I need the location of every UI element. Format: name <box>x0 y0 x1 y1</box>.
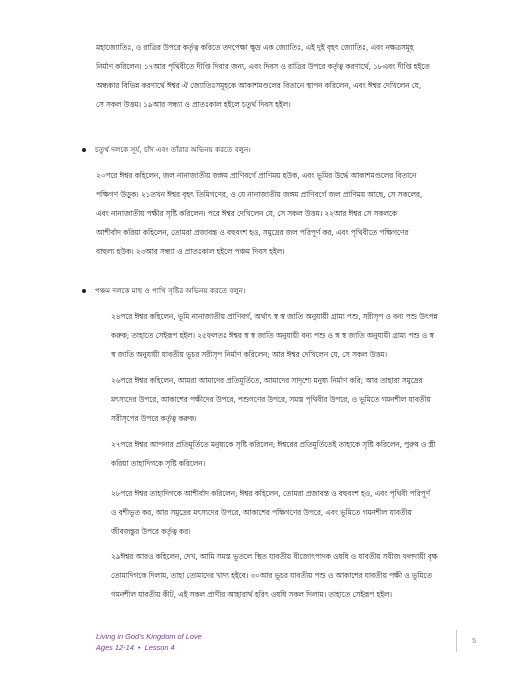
text-line: স্ব জাতি অনুযায়ী যাবতীয় ভূচর সরীসৃপ নির্মাণ করিলেন; আর ঈশ্বর দেখিলেন যে, সে সকল উত্তম। <box>111 350 387 359</box>
bullet-text: চতুর্থ দলকে সূর্য, চাঁদ এবং তাঁরার অভিনয় করতে বলুন। <box>95 145 251 154</box>
text-line: গমনশীল যাবতীয় কীট, এই সকল প্রাণীর আহারার্থ হরিৎ ওষধি সকল দিলাম। তাহাতে সেইরূপ হইল। <box>111 590 392 599</box>
paragraph-verse-27 <box>111 435 461 473</box>
text-line: ২৭পরে ঈশ্বর আপনার প্রতিমূর্তিতে মনুষ্যকে সৃষ্টি করিলেন; ঈশ্বরের প্রতিমূর্তিতেই তাহাকে সৃষ্টি করিলেন, পুরুষ ও স্ত্রী <box>111 440 436 449</box>
text-line: ২০পরে ঈশ্বর কহিলেন, জল নানাজাতীয় জঙ্গম প্রাণিবর্গে প্রাণিময় হউক, এবং ভূমির উর্দ্ধে আকাশমণ্ডলের বিতানে <box>96 171 417 180</box>
text-line: ও বশীভূত কর, আর সমুদ্রের মৎস্যদের উপরে, আকাশের পক্ষিগণের উপরে, এবং ভূমিতে গমনশীল যাবতীয় <box>111 508 412 517</box>
footer-divider <box>456 630 457 652</box>
footer-subtitle: Ages 12-14 • Lesson 4 <box>96 643 175 652</box>
text-line: ২৯ঈশ্বর আরও কহিলেন, দেখ, আমি সমস্ত ভূতলে স্থিত যাবতীয় বীজোৎপাদক ওষধি ও যাবতীয় সবীজ ফলদায়ী বৃক্ষ <box>111 552 438 561</box>
bullet-item-group-five <box>82 285 246 297</box>
paragraph-verse-28 <box>111 484 461 541</box>
text-line: করুক; তাহাতে সেইরূপ হইল। ২৫ফলতঃ ঈশ্বর স্ব স্ব জাতি অনুযায়ী বন্য পশু ও স্ব স্ব জাতি অনুযায়ী গ্রাম্য পশু ও স্ব <box>111 331 434 340</box>
bullet-icon <box>82 289 86 293</box>
paragraph-verse-29-30 <box>111 547 461 604</box>
text-line: মৎস্যদের উপরে, আকাশের পক্ষীদের উপরে, পশুগণের উপরে, সমস্ত পৃথিবীর উপরে, ও ভূমিতে গমনশীল যাবতীয় <box>111 395 431 404</box>
text-line: মহাজ্যোতিঃ, ও রাত্রির উপরে কর্তৃত্ব করিতে তদপেক্ষা ক্ষুদ্র এক জ্যোতিঃ, এই দুই বৃহৎ জ্যোতিঃ, এবং নক্ষত্রসমূহ <box>96 43 414 52</box>
paragraph-day-five <box>96 166 461 261</box>
text-line: পক্ষিগণ উড়ুক। ২১তখন ঈশ্বর বৃহৎ তিমিগণের, ও যে নানাজাতীয় জঙ্গম প্রাণিবর্গে জল প্রাণিময় আছে, সে সকলের, <box>96 190 423 199</box>
text-line: করিয়া তাহাদিগকে সৃষ্টি করিলেন। <box>111 459 206 468</box>
text-line: আশীর্বাদ করিয়া কহিলেন, তোমরা প্রজাবন্ত ও বহুবংশ হও, সমুদ্রের জল পরিপূর্ণ কর, এবং পৃথিবীতে পক্ষিগণের <box>96 228 409 237</box>
text-line: ২৮পরে ঈশ্বর তাহাদিগকে আশীর্বাদ করিলেন; ঈশ্বর কহিলেন, তোমরা প্রজাবন্ত ও বহুবংশ হও, এবং পৃথিবী পরিপূর্ণ <box>111 489 430 498</box>
paragraph-day-four <box>96 38 461 114</box>
footer-title: Living in God's Kingdom of Love <box>96 632 202 641</box>
bullet-text: পঞ্চম দলকে মাছ ও পাখি সৃষ্টির অভিনয় করতে বলুন। <box>95 286 246 295</box>
bullet-item-group-four <box>82 144 251 156</box>
text-line: জীবজন্তুর উপরে কর্তৃত্ব কর। <box>111 527 191 536</box>
bullet-icon <box>82 148 86 152</box>
text-line: তোমাদিগকে দিলাম, তাহা তোমাদের খাদ্য হইবে। ৩০আর ভূচর যাবতীয় পশু ও আকাশের যাবতীয় পক্ষী ও ভূমিতে <box>111 571 432 580</box>
text-line: অন্ধকার বিভিন্ন করণার্থে ঈশ্বর ঐ জ্যোতিঃসমূহকে আকাশমণ্ডলের বিতানে স্থাপন করিলেন, এবং ঈশ্বর দেখিলেন যে, <box>96 81 422 90</box>
paragraph-verse-26 <box>111 371 461 428</box>
text-line: সরীসৃপের উপরে কর্তৃত্ব করুক। <box>111 414 197 423</box>
text-line: সে সকল উত্তম। ১৯আর সন্ধ্যা ও প্রাতঃকাল হইলে চতুর্থ দিবস হইল। <box>96 100 291 109</box>
text-line: নির্মাণ করিলেন। ১৭আর পৃথিবীতে দীপ্তি দিবার জন্য, এবং দিবস ও রাত্রির উপরে কর্তৃত্ব করণার্থে, ১৮এবং দীপ্তি হইতে <box>96 62 430 71</box>
text-line: ২৪পরে ঈশ্বর কহিলেন, ভূমি নানাজাতীয় প্রাণিবর্গ, অর্থাৎ স্ব স্ব জাতি অনুযায়ী গ্রাম্য পশু, সরীসৃপ ও বন্য পশু উৎপন্ন <box>111 312 438 321</box>
text-line: ২৬পরে ঈশ্বর কহিলেন, আমরা আমাদের প্রতিমূর্তিতে, আমাদের সাদৃশ্যে মনুষ্য নির্মাণ করি; আর তাহারা সমুদ্রের <box>111 376 423 385</box>
paragraph-verse-24-25 <box>111 307 461 364</box>
text-line: এবং নানাজাতীয় পক্ষীর সৃষ্টি করিলেন। পরে ঈশ্বর দেখিলেন যে, সে সকল উত্তম। ২২আর ঈশ্বর সে সকলকে <box>96 209 397 218</box>
text-line: বাহুল্য হউক। ২৩আর সন্ধ্যা ও প্রাতঃকাল হইলে পঞ্চম দিবস হইল। <box>96 247 285 256</box>
page-number: 5 <box>472 636 477 645</box>
